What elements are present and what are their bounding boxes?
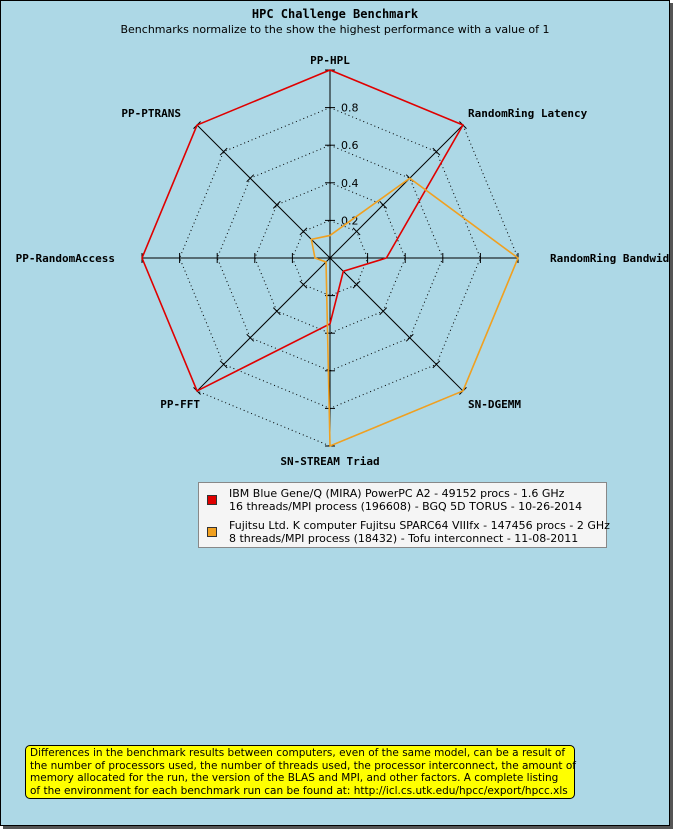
axis-label: RandomRing Bandwid	[550, 252, 669, 265]
note-line: Differences in the benchmark results between computers, even of the same model, can be a result of	[30, 747, 566, 759]
note-line: of the environment for each benchmark run can be found at: http://icl.cs.utk.edu/hpcc/export/hpcc.xls	[30, 784, 568, 797]
note-line: the number of processors used, the number of threads used, the processor interconnect, the amount of	[30, 759, 576, 772]
tick-label: 0.8	[341, 101, 359, 115]
legend-item-ibm	[207, 487, 582, 513]
legend	[198, 482, 610, 548]
axis-label: SN-DGEMM	[468, 398, 521, 411]
legend-swatch-ibm	[207, 495, 217, 505]
chart-title: HPC Challenge Benchmark	[251, 7, 419, 21]
chart-subtitle: Benchmarks normalize to the show the highest performance with a value of 1	[120, 23, 550, 36]
legend-label-ibm-line2: 16 threads/MPI process (196608) - BGQ 5D TORUS - 10-26-2014	[229, 500, 583, 513]
axis-label: PP-FFT	[160, 398, 200, 411]
radar-chart	[1, 1, 669, 471]
axis-line	[197, 258, 330, 391]
axis-line	[197, 125, 330, 258]
tick-label: 0.4	[341, 176, 359, 190]
tick-label: 0.2	[341, 214, 359, 228]
legend-item-fujitsu	[207, 519, 610, 545]
axis-label: PP-RandomAccess	[15, 252, 115, 265]
legend-label-fujitsu-line1: Fujitsu Ltd. K computer Fujitsu SPARC64 VIIIfx - 147456 procs - 2 GHz	[229, 519, 610, 532]
legend-label-ibm-line1: IBM Blue Gene/Q (MIRA) PowerPC A2 - 49152 procs - 1.6 GHz	[229, 487, 565, 500]
legend-swatch-fujitsu	[207, 527, 217, 537]
disclaimer-note	[25, 745, 575, 799]
axis-label: PP-HPL	[310, 54, 350, 67]
axis-label: SN-STREAM Triad	[280, 455, 380, 468]
axis-label: RandomRing Latency	[468, 107, 588, 120]
axis-label: PP-PTRANS	[121, 107, 181, 120]
tick-label: 0.6	[341, 139, 359, 153]
note-line: memory allocated for the run, the version of the BLAS and MPI, and other factors. A complete listing	[30, 772, 559, 785]
legend-label-fujitsu-line2: 8 threads/MPI process (18432) - Tofu interconnect - 11-08-2011	[229, 532, 579, 545]
